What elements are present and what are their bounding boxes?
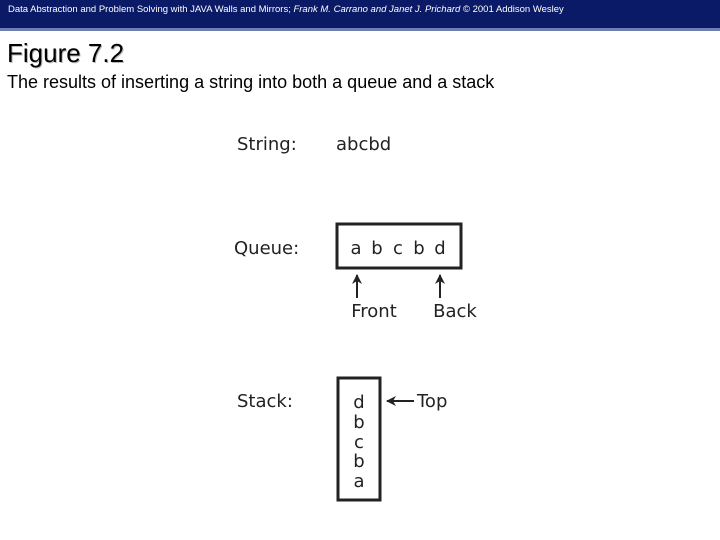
string-label: String: xyxy=(237,134,297,155)
header-copyright: © 2001 Addison Wesley xyxy=(460,4,564,15)
front-label: Front xyxy=(351,301,397,322)
figure-caption: The results of inserting a string into both a queue and a stack xyxy=(7,72,495,92)
stack-item-2: b xyxy=(353,412,365,433)
stack-item-5: a xyxy=(353,471,365,492)
queue-item-2: b xyxy=(371,238,383,259)
top-label: Top xyxy=(417,391,448,412)
back-label: Back xyxy=(433,301,477,322)
stack-label: Stack: xyxy=(237,391,293,412)
header-authors: Frank M. Carrano and Janet J. Prichard xyxy=(293,4,461,15)
queue-item-5: d xyxy=(434,238,446,259)
header-book-title: Data Abstraction and Problem Solving with JAVA Walls and Mirrors; xyxy=(8,4,294,15)
queue-item-4: b xyxy=(413,238,425,259)
queue-item-1: a xyxy=(350,238,362,259)
figure-title: Figure 7.2 xyxy=(7,38,125,68)
queue-label: Queue: xyxy=(234,238,300,259)
stack-item-3: c xyxy=(354,432,364,453)
stack-item-4: b xyxy=(353,451,365,472)
queue-item-3: c xyxy=(393,238,403,259)
string-value: abcbd xyxy=(336,134,392,155)
stack-item-1: d xyxy=(353,392,365,413)
